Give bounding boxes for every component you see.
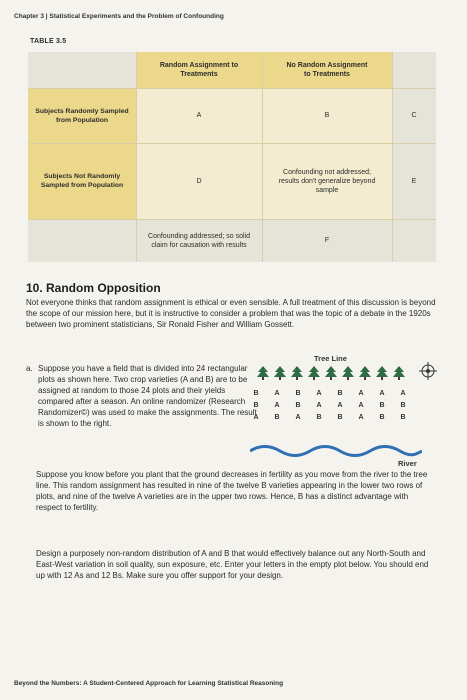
table-corner [28,52,136,88]
item-a-text: Suppose you have a field that is divided into 24 rectangular plots as shown here. Two crop varieties (A and B) are to be assigned at random to those 24 plots and their yields compared after a season. An online randomizer (Research Randomizer©) was used to make the assignments. The result is shown to the right. [38,364,257,428]
table-divider [28,143,436,144]
table-label: TABLE 3.5 [30,38,67,45]
confounding-table [28,52,436,262]
plot-cell: B [400,414,406,421]
tree-icon [342,366,354,380]
plot-cell: B [295,402,301,409]
continuation-paragraph: Suppose you know before you plant that the ground decreases in fertility as you move from the river to the tree line. This random assignment has resulted in nine of the twelve B varieties appearing in the lower two rows of plots, and nine of the twelve A varieties are in the upper two rows. Hence, B has a distinct advantage with respect to fertility. [36,470,428,512]
tree-icon [376,366,388,380]
footer: Beyond the Numbers: A Student-Centered Approach for Learning Statistical Reasoning [14,680,284,687]
plot-cell: A [337,402,343,409]
section-title: 10. Random Opposition [26,281,161,295]
cell-addressed: Confounding addressed; so solid claim for causation with results [136,219,262,262]
plot-cell: A [295,414,301,421]
river-icon [250,443,422,457]
table-divider [136,52,137,262]
plot-cell: A [316,390,322,397]
plot-cell: B [253,390,259,397]
plot-cell: B [337,414,343,421]
plot-cell: A [274,402,280,409]
table-bottom-right [392,219,436,262]
table-divider [28,219,436,220]
cell-not-addressed: Confounding not addressed; results don't generalize beyond sample [262,143,392,219]
row-header-random-sample: Subjects Randomly Sampled from Population [28,88,136,143]
cell-d: D [136,143,262,219]
plot-cell: B [274,414,280,421]
item-a-marker: a. [26,364,33,373]
field-plot-grid [246,390,418,430]
item-a [26,363,258,463]
task-paragraph: Design a purposely non-random distribution of A and B that would effectively balance out any North-South and East-West variation in soil quality, sun exposure, etc. Enter your letters in the empty plot below. You should end up with 12 As and 12 Bs. Make sure you offer support for your design. [36,549,429,580]
compass-icon [419,362,437,380]
cell-f: F [262,219,392,262]
table-divider [392,52,393,262]
plot-cell: B [379,402,385,409]
col-header-random: Random Assignment to Treatments [136,52,262,88]
plot-cell: B [316,414,322,421]
tree-icon [308,366,320,380]
row-header-nonrandom-sample: Subjects Not Randomly Sampled from Population [28,143,136,219]
cell-b: B [262,88,392,143]
plot-cell: B [337,390,343,397]
intro-paragraph: Not everyone thinks that random assignment is ethical or even sensible. A full treatment of this discussion is beyond the scope of our mission here, but it is instructive to consider a problem that was the topic of a debate in the 1920s between two prominent statisticians, Sir Ronald Fisher and William Gossett. [26,298,436,329]
plot-cell: A [316,402,322,409]
plot-cell: A [379,390,385,397]
chapter-header: Chapter 3 | Statistical Experiments and the Problem of Confounding [14,13,224,20]
table-divider [28,88,436,89]
plot-cell: A [358,390,364,397]
plot-cell: A [358,414,364,421]
tree-icon [393,366,405,380]
plot-cell: A [358,402,364,409]
tree-icon [359,366,371,380]
river-label: River [398,459,417,468]
cell-c: C [392,88,436,143]
cell-e: E [392,143,436,219]
table-corner-right [392,52,436,88]
plot-cell: A [400,390,406,397]
col-header-nonrandom: No Random Assignment to Treatments [262,52,392,88]
plot-cell: B [400,402,406,409]
plot-cell: A [253,414,259,421]
table-divider [262,52,263,262]
tree-icon [274,366,286,380]
plot-cell: B [379,414,385,421]
tree-icon [325,366,337,380]
plot-cell: B [295,390,301,397]
tree-line-label: Tree Line [314,354,347,363]
tree-icon [257,366,269,380]
plot-cell: A [274,390,280,397]
plot-cell: B [253,402,259,409]
cell-a: A [136,88,262,143]
tree-icon [291,366,303,380]
table-bottom-left [28,219,136,262]
